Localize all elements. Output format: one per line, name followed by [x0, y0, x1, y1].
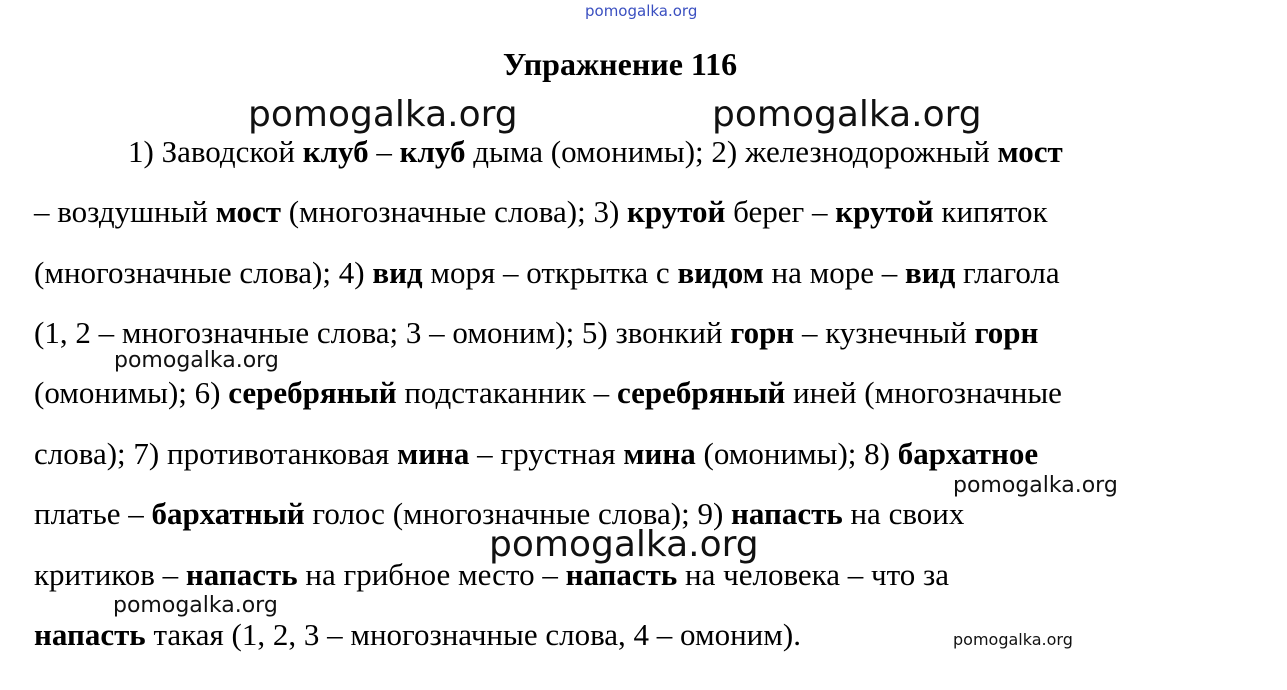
text-segment: берег –: [725, 194, 836, 229]
text-segment: иней (многозначные: [785, 375, 1062, 410]
text-line: [34, 317, 1038, 348]
text-segment: на своих: [842, 496, 965, 531]
watermark-medium: pomogalka.org: [114, 348, 279, 373]
text-segment: (1, 2 – многозначные слова; 3 – омоним); 5) звонкий: [34, 315, 731, 350]
text-segment: слова); 7) противотанковая: [34, 436, 398, 471]
text-segment: (омонимы); 6): [34, 375, 229, 410]
text-segment: –: [368, 134, 400, 169]
bold-term: серебряный: [228, 375, 397, 410]
bold-term: напасть: [34, 617, 146, 652]
bold-term: крутой: [627, 194, 726, 229]
watermark-large: pomogalka.org: [248, 94, 518, 135]
watermark-top: pomogalka.org: [585, 2, 698, 20]
bold-term: мост: [215, 194, 281, 229]
text-segment: 1) Заводской: [128, 134, 303, 169]
text-segment: на грибное место –: [297, 557, 566, 592]
bold-term: горн: [974, 315, 1039, 350]
bold-term: крутой: [835, 194, 934, 229]
text-segment: – воздушный: [34, 194, 216, 229]
text-line: [34, 377, 1062, 408]
watermark-small: pomogalka.org: [953, 630, 1073, 649]
text-segment: глагола: [955, 255, 1060, 290]
bold-term: вид: [372, 255, 423, 290]
bold-term: вид: [904, 255, 956, 290]
text-segment: кипяток: [933, 194, 1048, 229]
watermark-medium: pomogalka.org: [953, 473, 1118, 498]
bold-term: напасть: [731, 496, 843, 531]
bold-term: клуб: [399, 134, 466, 169]
text-segment: моря – открытка с: [422, 255, 678, 290]
bold-term: серебряный: [616, 375, 786, 410]
text-segment: (омонимы); 8): [695, 436, 898, 471]
text-segment: подстаканник –: [396, 375, 617, 410]
bold-term: бархатный: [151, 496, 305, 531]
watermark-medium: pomogalka.org: [113, 593, 278, 618]
bold-term: мина: [397, 436, 470, 471]
text-line: [34, 438, 1038, 469]
bold-term: горн: [730, 315, 795, 350]
bold-term: видом: [677, 255, 764, 290]
text-segment: – грустная: [469, 436, 624, 471]
bold-term: бархатное: [897, 436, 1039, 471]
watermark-large: pomogalka.org: [489, 524, 759, 565]
text-segment: платье –: [34, 496, 152, 531]
text-line: [34, 196, 1048, 227]
text-segment: (многозначные слова); 3): [280, 194, 628, 229]
text-line: [34, 619, 801, 650]
bold-term: напасть: [185, 557, 298, 592]
bold-term: мина: [623, 436, 696, 471]
bold-term: мост: [997, 134, 1063, 169]
text-segment: дыма (омонимы); 2) железнодорожный: [465, 134, 998, 169]
text-line: [34, 257, 1060, 288]
watermark-large: pomogalka.org: [712, 94, 982, 135]
text-line: [128, 136, 1063, 167]
text-segment: – кузнечный: [794, 315, 975, 350]
text-segment: на человека – что за: [677, 557, 950, 592]
bold-term: клуб: [302, 134, 369, 169]
exercise-title: Упражнение 116: [502, 46, 738, 82]
text-segment: (многозначные слова); 4): [34, 255, 373, 290]
bold-term: напасть: [565, 557, 678, 592]
text-segment: критиков –: [34, 557, 186, 592]
text-segment: голос (многозначные слова); 9): [304, 496, 732, 531]
text-segment: такая (1, 2, 3 – многозначные слова, 4 – омоним).: [145, 617, 801, 652]
text-segment: на море –: [763, 255, 905, 290]
